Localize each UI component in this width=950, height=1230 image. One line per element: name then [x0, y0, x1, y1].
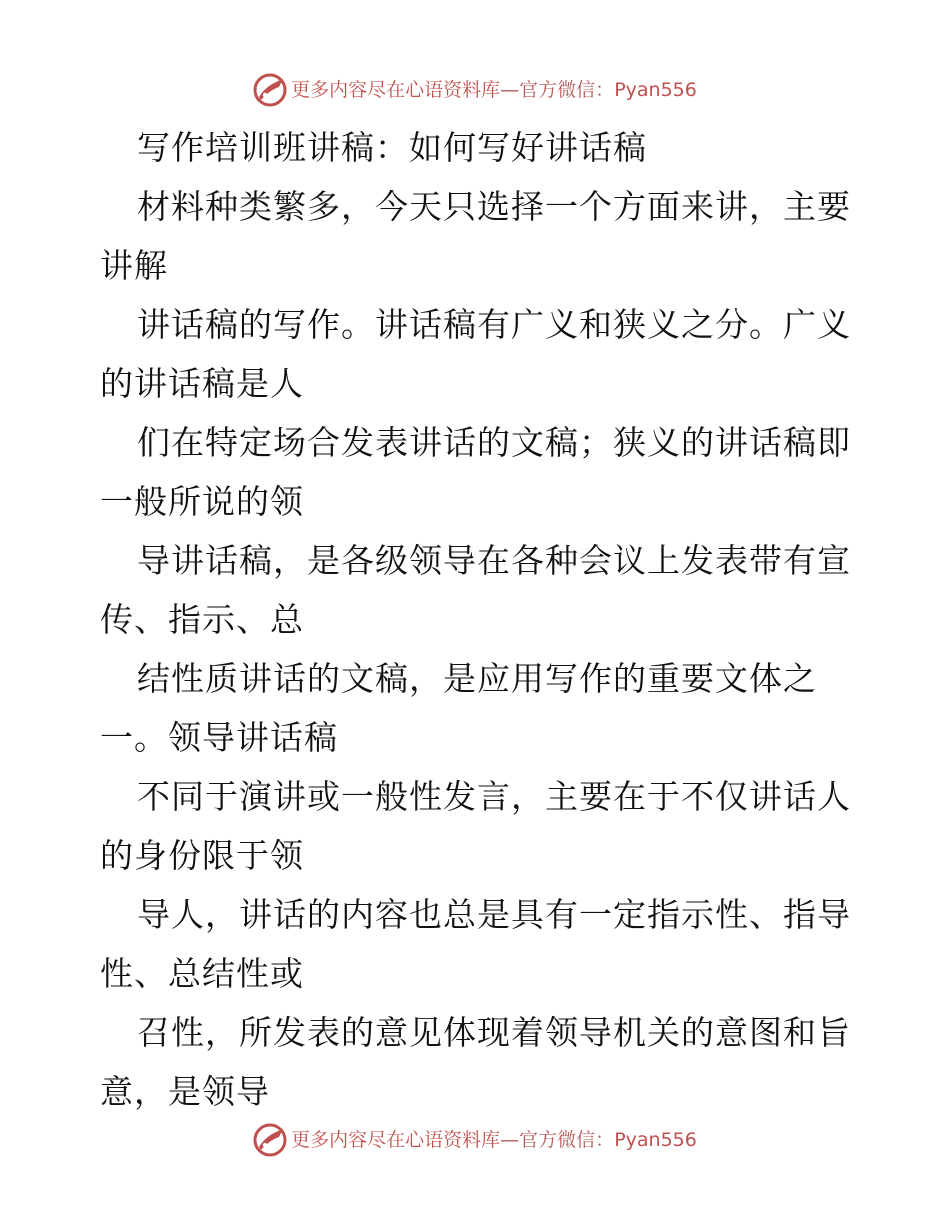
paragraph-continuation: 一般所说的领: [100, 482, 304, 521]
paragraph: [100, 413, 852, 531]
paragraph-first-line: 导人，讲话的内容也总是具有一定指示性、指导: [137, 895, 851, 934]
banner-text: [291, 1128, 697, 1151]
document-title: [100, 118, 852, 177]
banner-wechat-id: Pyan556: [614, 78, 697, 101]
paragraph-continuation: 性、总结性或: [100, 954, 304, 993]
banner-separator: —: [500, 1128, 520, 1151]
banner-separator: —: [500, 78, 520, 101]
paragraph: [100, 177, 852, 295]
paragraph-first-line: 导讲话稿，是各级领导在各种会议上发表带有宣: [137, 541, 851, 580]
paragraph-continuation: 一。领导讲话稿: [100, 718, 338, 757]
paragraph: [100, 531, 852, 649]
banner-main-text: 更多内容尽在心语资料库: [291, 78, 501, 101]
footer-banner: [0, 1120, 950, 1160]
paragraph: [100, 649, 852, 767]
banner-wechat-id: Pyan556: [614, 1128, 697, 1151]
banner-text: [291, 78, 697, 101]
paragraph: [100, 885, 852, 1003]
paragraph: [100, 295, 852, 413]
paragraph-first-line: 讲话稿的写作。讲话稿有广义和狭义之分。广义: [137, 305, 851, 344]
pen-logo-icon: [253, 73, 287, 107]
paragraph: [100, 1003, 852, 1121]
paragraph-continuation: 的讲话稿是人: [100, 364, 304, 403]
banner-wechat-label: 官方微信：: [519, 1128, 615, 1151]
banner-wechat-label: 官方微信：: [519, 78, 615, 101]
paragraph-first-line: 们在特定场合发表讲话的文稿；狭义的讲话稿即: [137, 423, 851, 462]
paragraph-first-line: 不同于演讲或一般性发言，主要在于不仅讲话人: [137, 777, 851, 816]
banner-main-text: 更多内容尽在心语资料库: [291, 1128, 501, 1151]
paragraph: [100, 767, 852, 885]
paragraph-first-line: 召性，所发表的意见体现着领导机关的意图和旨: [137, 1013, 851, 1052]
paragraph-continuation: 讲解: [100, 246, 168, 285]
header-banner: [0, 70, 950, 110]
document-title-text: 写作培训班讲稿：如何写好讲话稿: [137, 128, 647, 167]
paragraph-continuation: 的身份限于领: [100, 836, 304, 875]
document-body: [100, 118, 852, 1121]
paragraph-first-line: 材料种类繁多，今天只选择一个方面来讲，主要: [137, 187, 851, 226]
paragraph-first-line: 结性质讲话的文稿，是应用写作的重要文体之: [137, 659, 817, 698]
paragraph-continuation: 传、指示、总: [100, 600, 304, 639]
pen-logo-icon: [253, 1123, 287, 1157]
paragraph-continuation: 意，是领导: [100, 1072, 270, 1111]
